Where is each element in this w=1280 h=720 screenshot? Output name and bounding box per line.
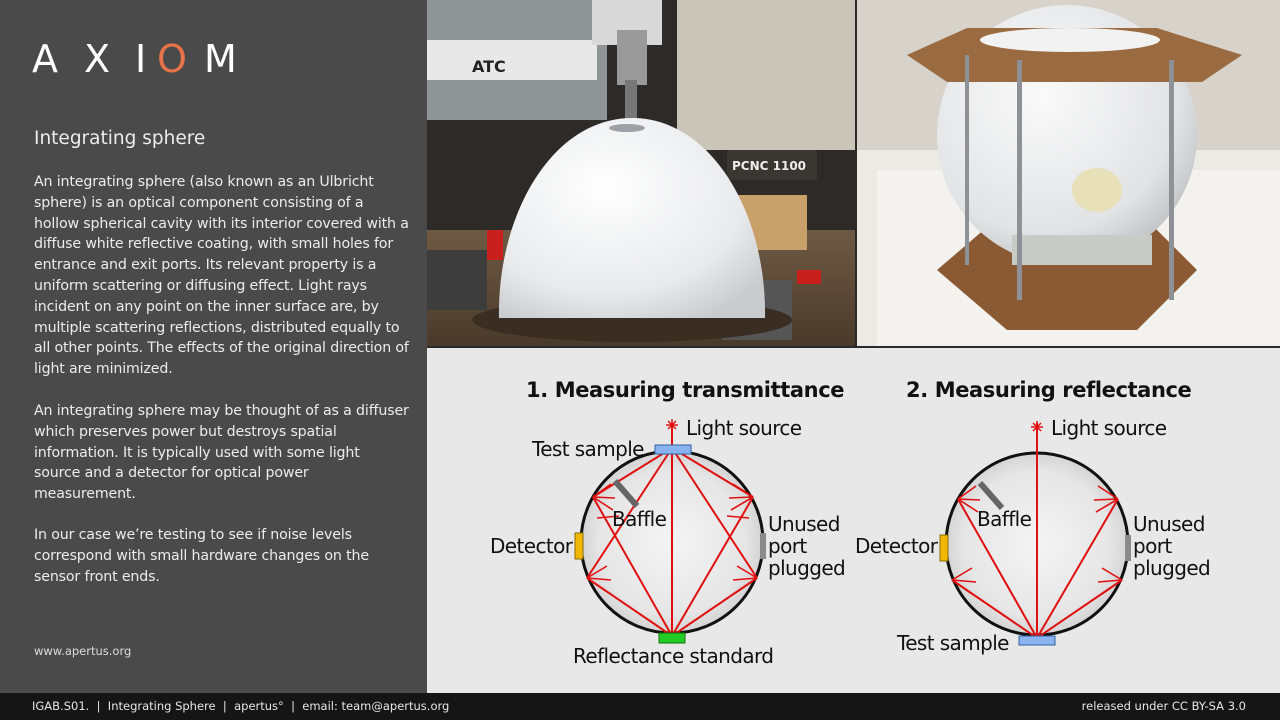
photo-assembled-sphere [857,0,1280,346]
diagram-transmittance [490,378,845,668]
svg-text:PCNC 1100: PCNC 1100 [732,159,807,173]
footer-license: released under CC BY-SA 3.0 [1081,699,1246,713]
label-unused-port-1-line-3: plugged [768,556,846,580]
description-paragraph-2: An integrating sphere may be thought of as a diffuser which preserves power but destroys spatial information. It is typically used with some light source and a detector for optical power measurement. [34,403,409,503]
slide-title: Integrating sphere [34,128,206,149]
logo-letter-m: M [204,37,237,80]
label-unused-port-2-line-2: port [1133,534,1172,558]
reflectance-standard-port [659,633,685,643]
label-unused-port-1-line-1: Unused [768,512,840,536]
label-detector-2: Detector [855,534,938,558]
unused-port-1 [760,533,766,559]
description-paragraph-1: An integrating sphere (also known as an Ulbricht sphere) is an optical component consisting of a hollow spherical cavity with its interior covered with a diffuse white reflective coating, with small holes for entrance and exit ports. Its relevant property is a uniform scattering or diffusing effect. Light rays incident on any point on the inner surface are, by multiple scattering reflections, distributed equally to all other points. The effects of the original direction of light are minimized. [34,174,409,378]
description-paragraph-3: In our case we’re testing to see if noise levels correspond with small hardware changes on the sensor front ends. [34,527,369,585]
label-light-source-2: Light source [1051,416,1167,440]
light-source-star-2 [1031,421,1043,433]
photo-sphere-milling [427,0,855,346]
measurement-diagrams [427,348,1280,693]
label-unused-port-1-line-2: port [768,534,807,558]
website-link[interactable]: www.apertus.org [34,644,132,658]
logo-letter-x: X [84,37,111,80]
axiom-logo [32,36,252,80]
label-unused-port-2-line-3: plugged [1133,556,1211,580]
label-light-source-1: Light source [686,416,802,440]
logo-letter-o: O [157,37,187,80]
footer-info: IGAB.S01. | Integrating Sphere | apertus° | email: team@apertus.org [32,699,450,713]
diagram-reflectance [855,378,1210,655]
label-test-sample-1: Test sample [532,437,644,461]
footer-bar [0,693,1280,720]
label-detector-1: Detector [490,534,573,558]
info-panel [0,0,427,693]
test-sample-port-1 [655,445,691,454]
test-sample-port-2 [1019,636,1055,645]
heading-transmittance: 1. Measuring transmittance [526,378,845,402]
light-source-star-1 [666,419,678,431]
unused-port-2 [1125,535,1131,561]
svg-text:ATC: ATC [472,57,506,76]
detector-port-1 [575,533,583,559]
heading-reflectance: 2. Measuring reflectance [906,378,1192,402]
logo-letter-a: A [32,37,58,80]
label-baffle-1: Baffle [612,507,667,531]
label-unused-port-2-line-1: Unused [1133,512,1205,536]
label-test-sample-2: Test sample [897,631,1009,655]
detector-port-2 [940,535,948,561]
label-reflectance-standard: Reflectance standard [573,644,774,668]
label-baffle-2: Baffle [977,507,1032,531]
logo-letter-i: I [135,37,147,80]
